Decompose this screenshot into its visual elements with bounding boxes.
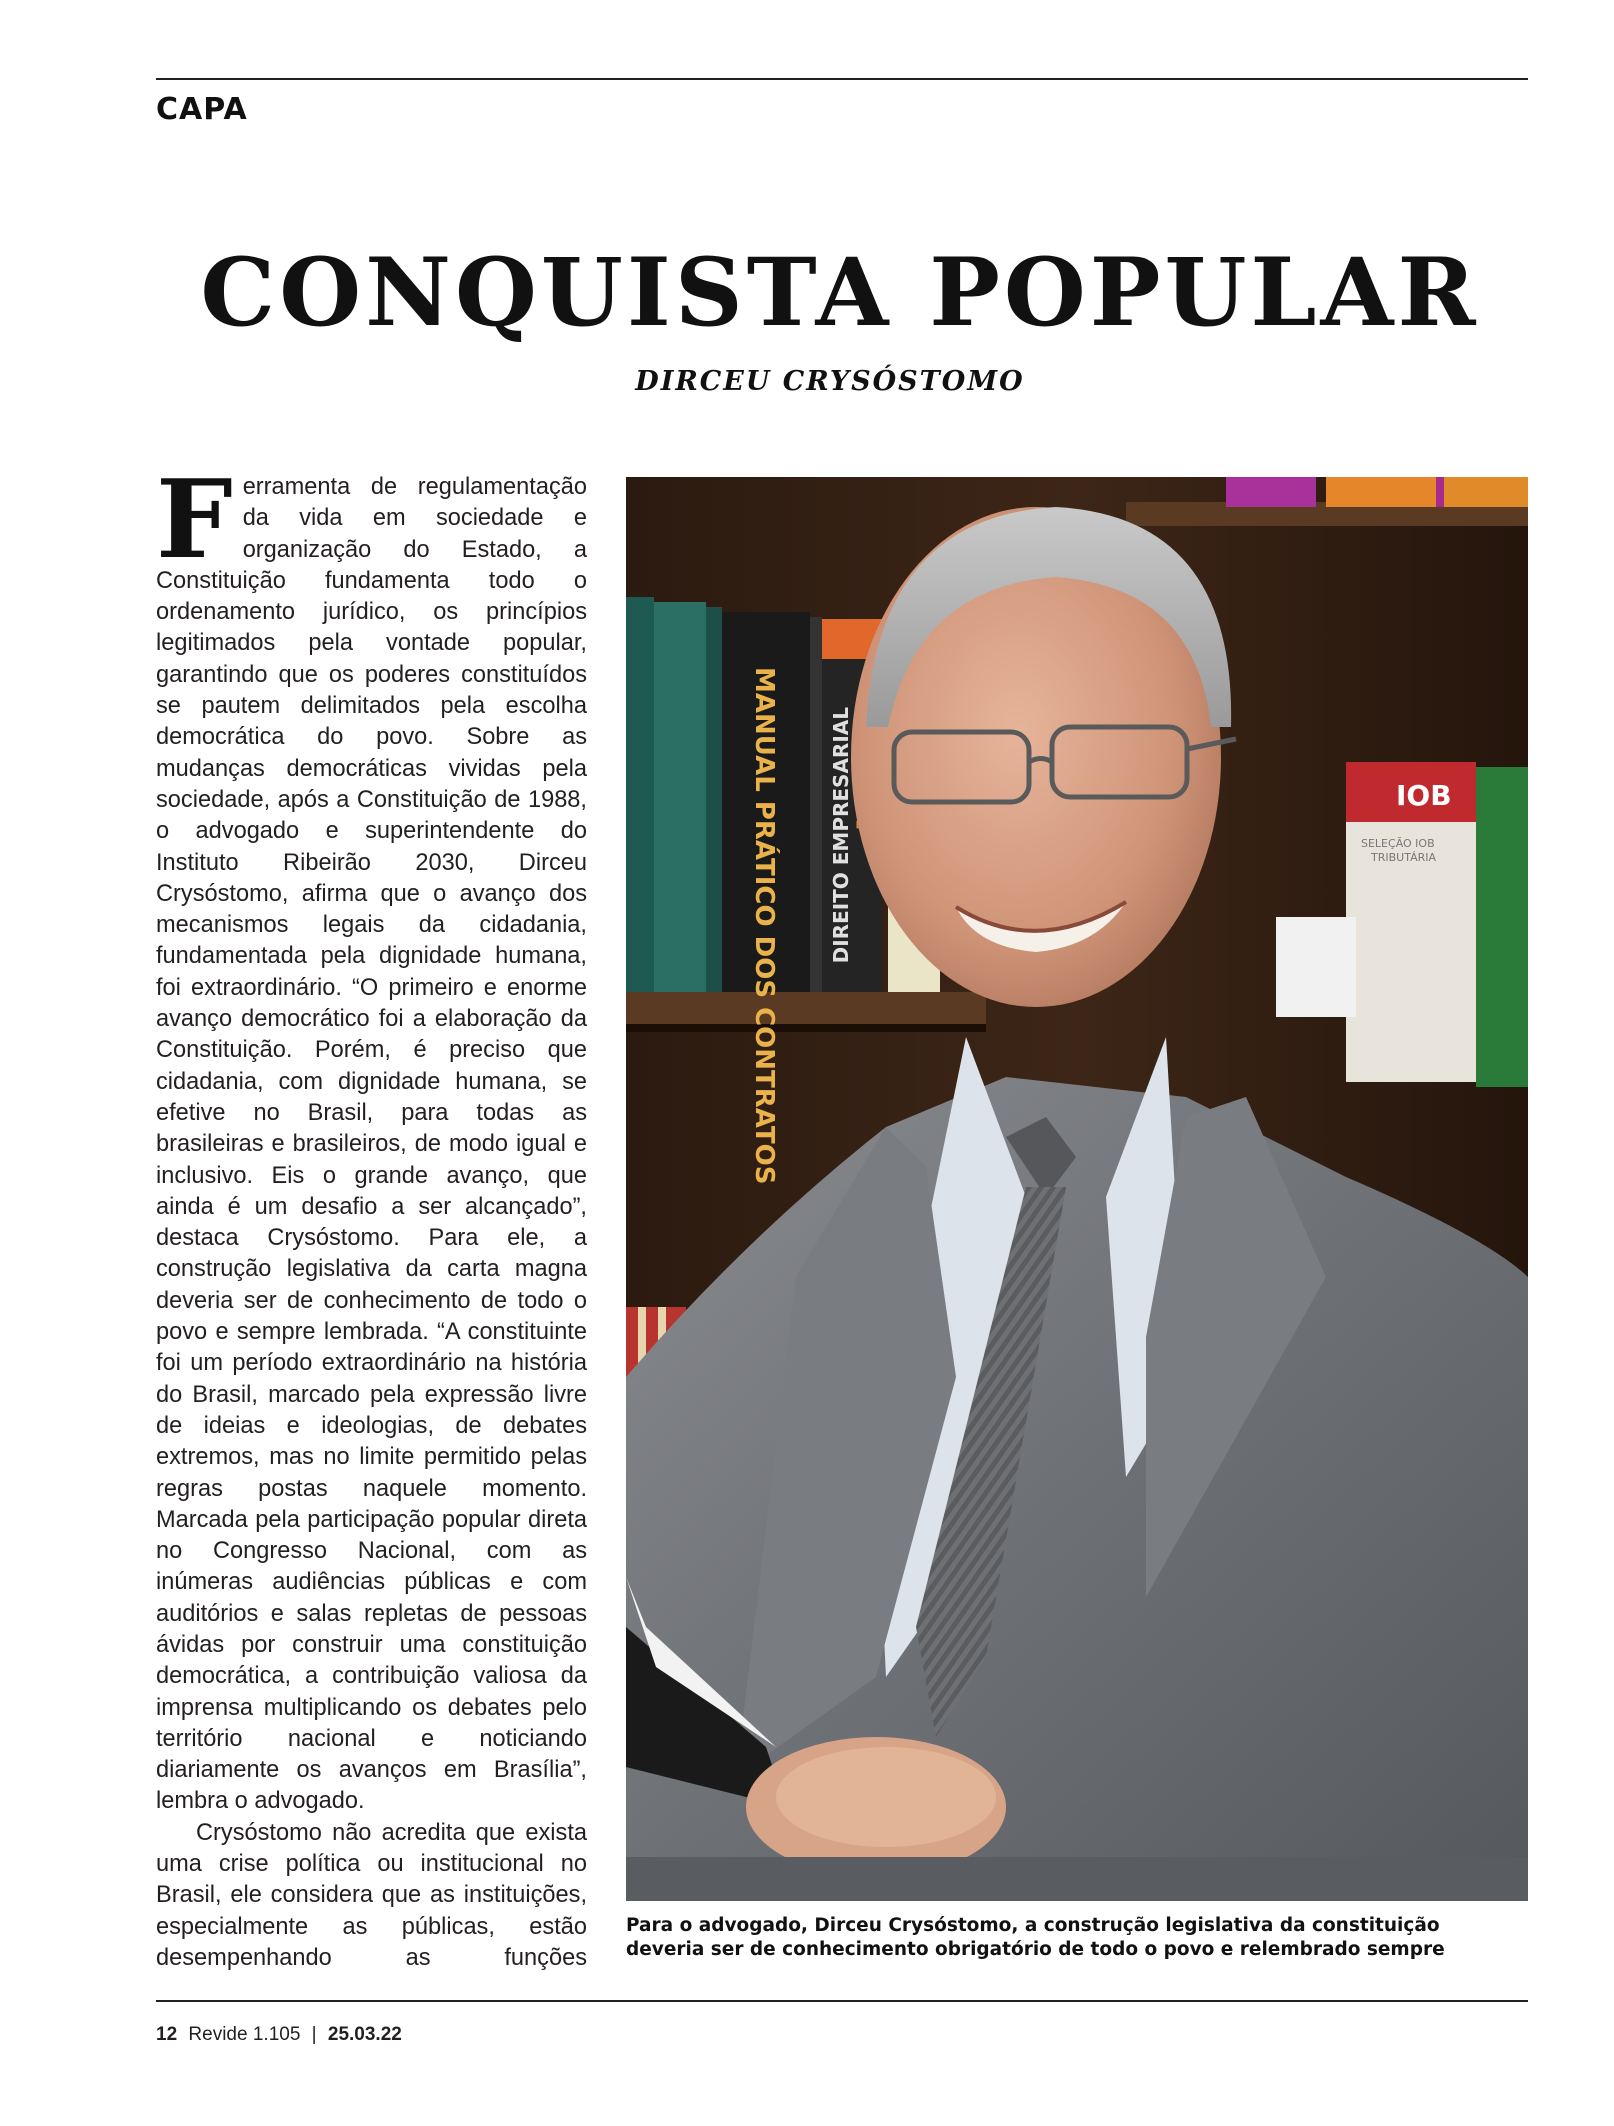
top-rule <box>156 78 1528 80</box>
book-2-title: DIREITO EMPRESARIAL <box>829 707 853 964</box>
binder-sub-1: SELEÇÃO IOB <box>1361 837 1435 850</box>
binder-label: IOB <box>1396 779 1452 812</box>
page-footer <box>156 2024 402 2046</box>
paragraph-2: Crysóstomo não acredita que exista uma crise política ou institucional no Brasil, ele considera que as instituições, especialmente as públicas, estão desempenhando as funções <box>156 1819 587 1971</box>
photo-caption <box>626 1914 1528 1962</box>
footer-separator: | <box>311 2024 317 2045</box>
paragraph-1-text: erramenta de regulamentação da vida em sociedade e organização do Estado, a Constituição fundamenta todo o ordenamento jurídico, os princípios legitimados pela vontade popular, garantindo que os poderes constituídos se pautem delimitados pela escolha democrática do povo. Sobre as mudanças democráticas vividas pela sociedade, após a Constituição de 1988, o advogado e superintendente do Instituto Ribeirão 2030, Dirceu Crysóstomo, afirma que o avanço dos mecanismos legais da cidadania, fundamentada pela dignidade humana, foi extraordinário. “O primeiro e enorme avanço democrático foi a elaboração da Constituição. Porém, é preciso que cidadania, com dignidade humana, se efetive no Brasil, para todas as brasileiras e brasileiros, de modo igual e inclusivo. Eis o grande avanço, que ainda é um desafio a ser alcançado”, destaca Crysóstomo. Para ele, a construção legislativa da carta magna deveria ser de conhecimento de todo o povo e sempre lembrada. “A constituinte foi um período extraordinário na história do Brasil, marcado pela expressão livre de ideias e ideologias, de debates extremos, mas no limite permitido pelas regras postas naquele momento. Marcada pela participação popular direta no Congresso Nacional, com as inúmeras audiências públicas e com auditórios e salas repletas de pessoas ávidas por construir uma constituição democrática, a contribuição valiosa da imprensa multiplicando os debates pelo território nacional e noticiando diariamente os avanços em Brasília”, lembra o advogado. <box>156 474 587 1815</box>
caption-line-2: deveria ser de conhecimento obrigatório de todo o povo e relembrado sempre <box>626 1939 1445 1960</box>
article-body <box>156 472 587 1972</box>
binder-sub-2: TRIBUTÁRIA <box>1371 851 1437 864</box>
portrait-photo <box>626 477 1528 1901</box>
book-1-title: MANUAL PRÁTICO DOS CONTRATOS <box>749 667 779 1185</box>
article-author: DIRCEU CRYSÓSTOMO <box>635 366 1025 397</box>
article-title: CONQUISTA POPULAR <box>200 238 1480 348</box>
section-label: CAPA <box>156 92 248 127</box>
magazine-issue: Revide 1.105 <box>188 2024 301 2045</box>
bottom-rule <box>156 2000 1528 2002</box>
drop-cap: F <box>156 472 233 583</box>
issue-date: 25.03.22 <box>327 2024 402 2045</box>
page-number: 12 <box>156 2024 178 2045</box>
paragraph-1 <box>156 472 587 1818</box>
caption-line-1: Para o advogado, Dirceu Crysóstomo, a construção legislativa da constituição <box>626 1915 1440 1936</box>
